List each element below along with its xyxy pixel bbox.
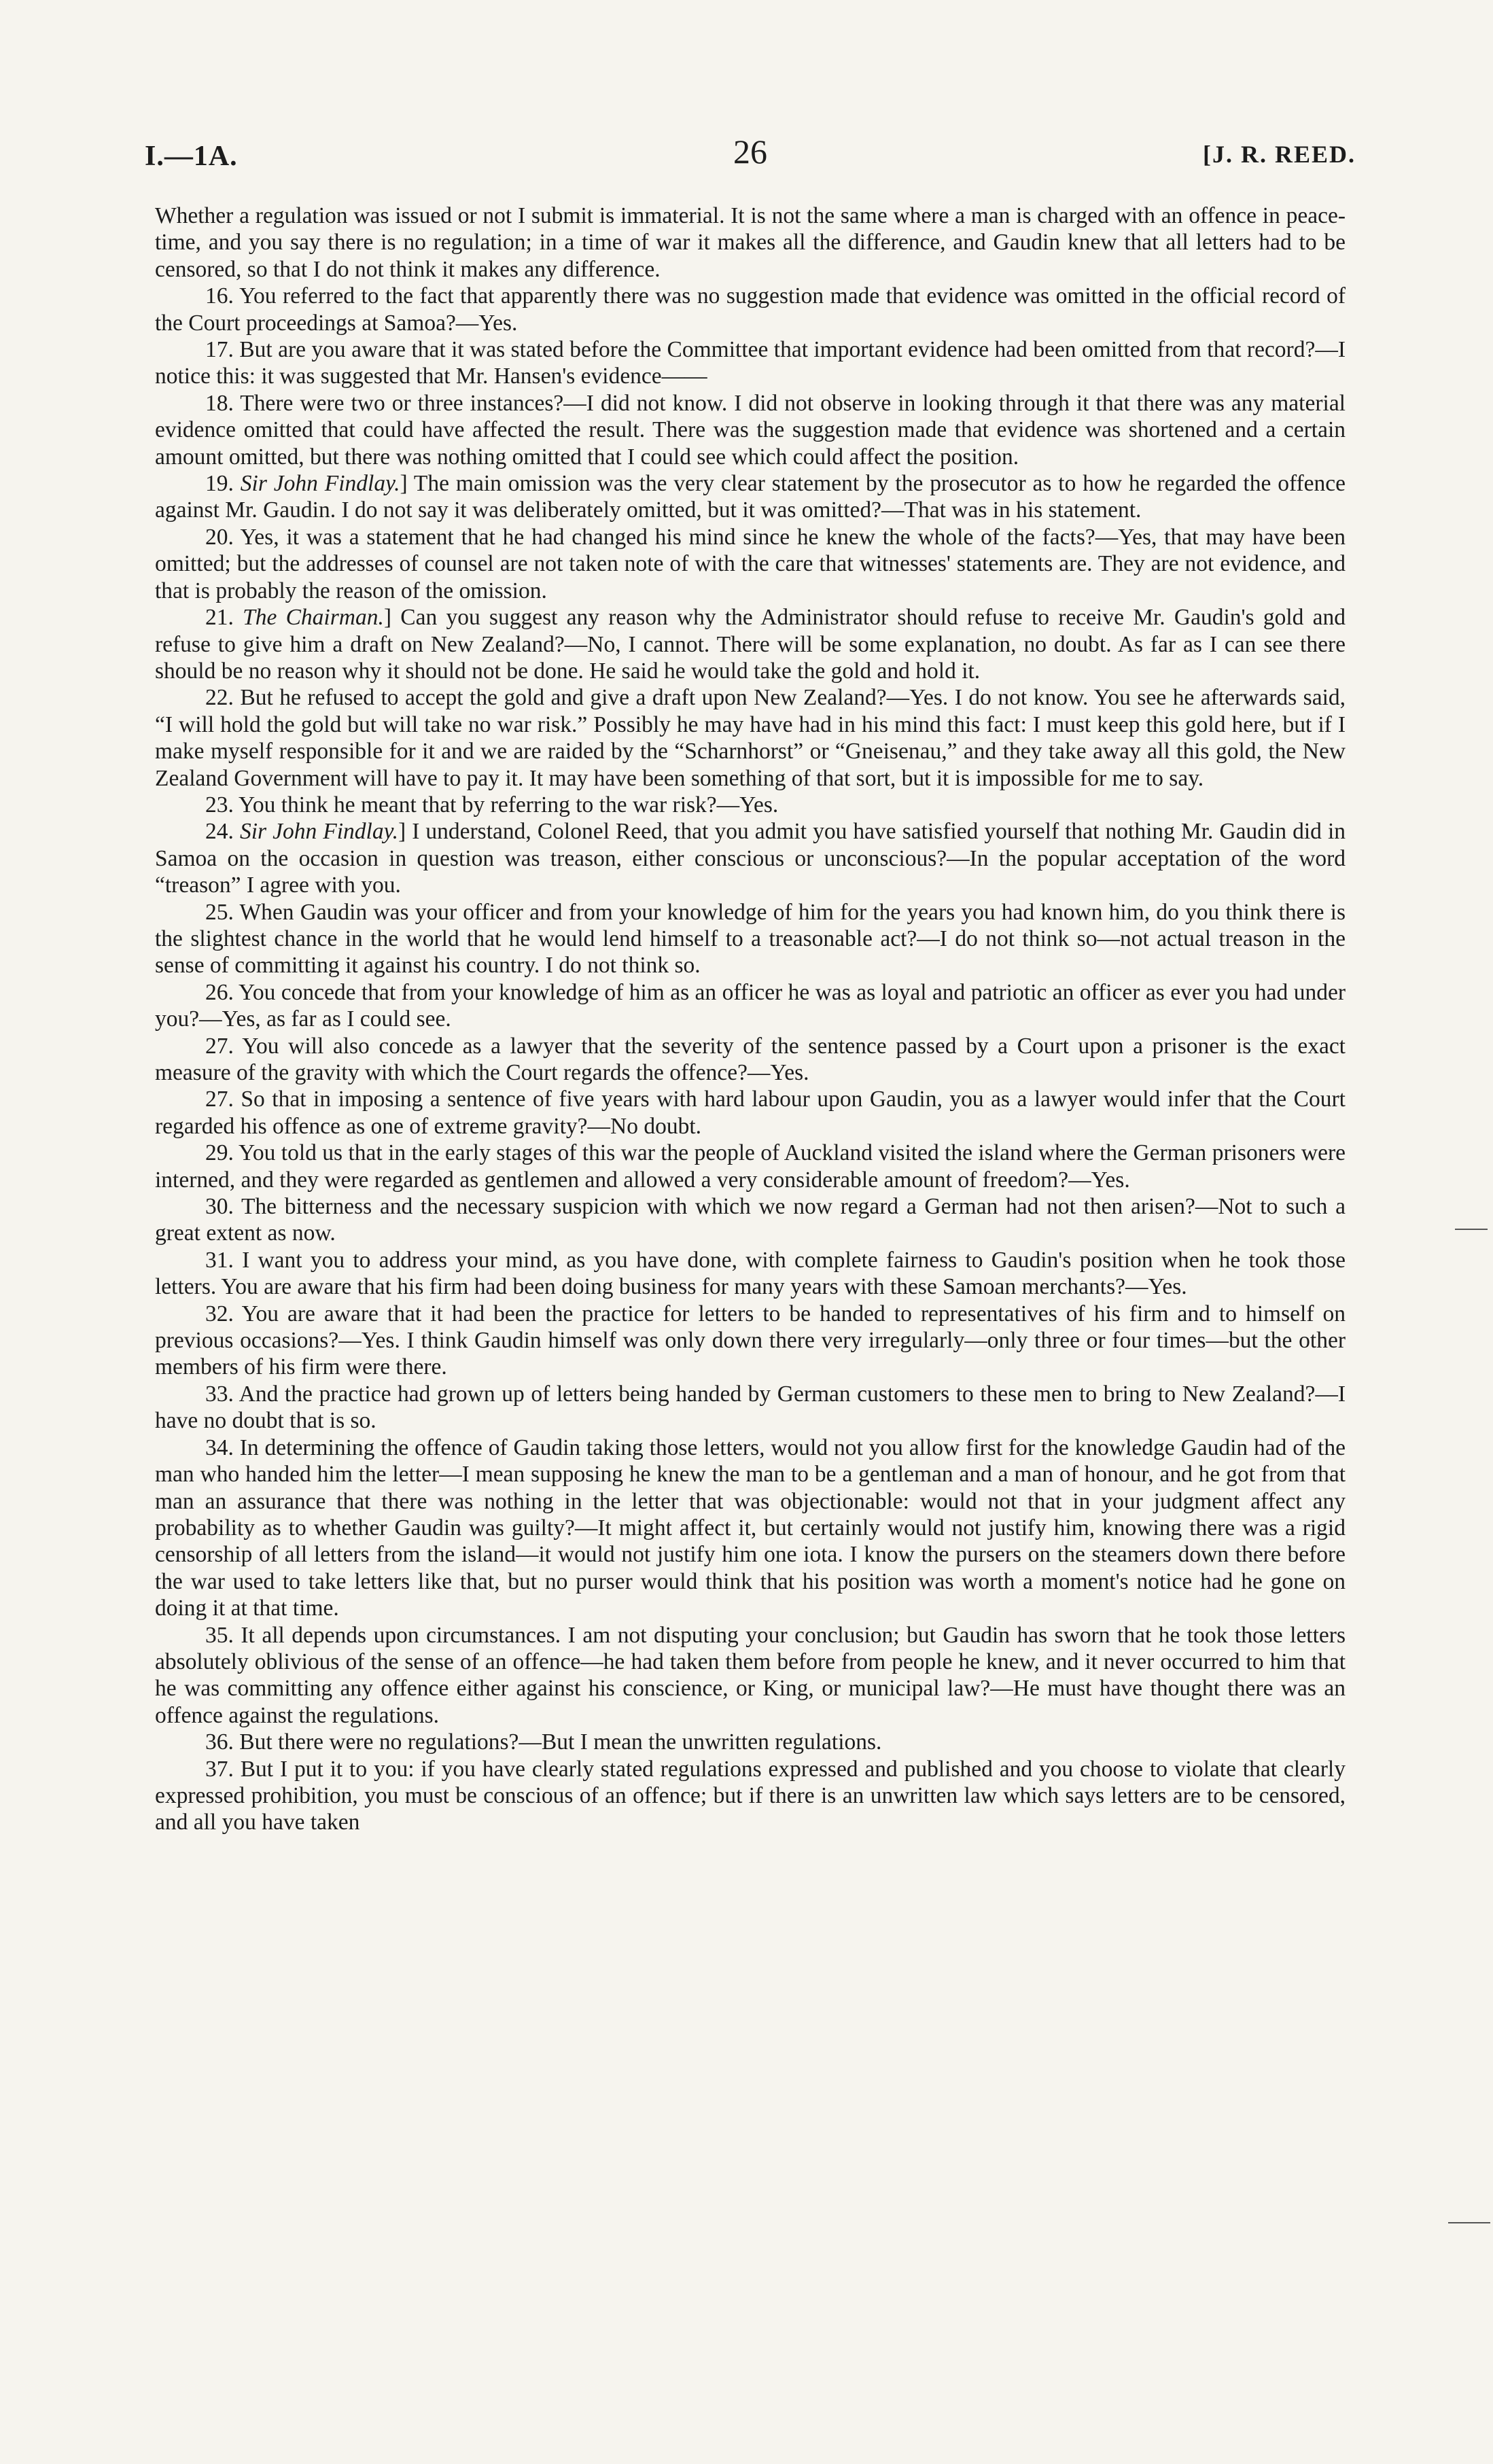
margin-mark: [1448, 2222, 1490, 2223]
paragraph-text: 33. And the practice had grown up of letters being handed by German customers to these men to bring to New Zealand?—I have no doubt that is so.: [155, 1381, 1346, 1434]
paper-reference: I.—1A.: [145, 141, 238, 172]
page-number: 26: [733, 133, 767, 171]
transcript-paragraph: [155, 1033, 1346, 1087]
transcript-body: [155, 203, 1346, 1836]
page-header: [145, 129, 1356, 183]
paragraph-text: 32. You are aware that it had been the practice for letters to be handed to representatives of his firm and to himself on previous occasions?—Yes. I think Gaudin himself was only down there very irregularly—only three or four times—but the other members of his firm were there.: [155, 1301, 1346, 1380]
transcript-paragraph: [155, 1086, 1346, 1140]
transcript-paragraph: [155, 1381, 1346, 1435]
paragraph-text: 18. There were two or three instances?—I did not know. I did not observe in looking through it that there was any material evidence omitted that could have affected the result. There was the suggestion made that evidence was shortened and a certain amount omitted, but there was nothing omitted that I could see which could affect the position.: [155, 390, 1346, 470]
speaker-name: Sir John Findlay.: [239, 819, 398, 845]
transcript-paragraph: 19. Sir John Findlay.] The main omission was the very clear statement by the prosecutor as to how he regarded the offence against Mr. Gaudin. I do not say it was deliberately omitted, but it was omitted?—That was in his statement.: [155, 471, 1346, 523]
transcript-paragraph: [155, 524, 1346, 604]
transcript-paragraph: [155, 1193, 1346, 1247]
transcript-paragraph: [155, 899, 1346, 979]
speaker-name: The Chairman.: [243, 605, 384, 631]
transcript-paragraph: [155, 1301, 1346, 1381]
paragraph-text: 23. You think he meant that by referring to the war risk?—Yes.: [205, 792, 779, 817]
transcript-paragraph: [155, 390, 1346, 470]
transcript-paragraph: [155, 792, 1346, 818]
transcript-paragraph: [155, 1435, 1346, 1622]
paragraph-text: 36. But there were no regulations?—But I mean the unwritten regulations.: [205, 1729, 882, 1755]
paragraph-text: Whether a regulation was issued or not I submit is immaterial. It is not the same where a man is charged with an offence in peace-time, and you say there is no regulation; in a time of war it makes all the difference, and Gaudin knew that all letters had to be censored, so that I do not think it makes any difference.: [155, 203, 1346, 282]
paragraph-text: 29. You told us that in the early stages of this war the people of Auckland visited the island where the German prisoners were interned, and they were regarded as gentlemen and allowed a very considerable amount of freedom?—Yes.: [155, 1140, 1346, 1193]
paragraph-text: 25. When Gaudin was your officer and from your knowledge of him for the years you had known him, do you think there is the slightest chance in the world that he would lend himself to a treasonable act?—I do not think so—not actual treason in the sense of committing it against his country. I do not think so.: [155, 899, 1346, 979]
paragraph-text: 27. So that in imposing a sentence of five years with hard labour upon Gaudin, you as a lawyer would infer that the Court regarded his offence as one of extreme gravity?—No doubt.: [155, 1087, 1346, 1139]
speaker-name: Sir John Findlay.: [240, 471, 400, 497]
transcript-paragraph: [155, 203, 1346, 283]
transcript-paragraph: [155, 1756, 1346, 1836]
transcript-paragraph: [155, 1622, 1346, 1729]
margin-mark: [1455, 1229, 1488, 1230]
witness-name: [J. R. REED.: [1202, 141, 1356, 168]
paragraph-text: 30. The bitterness and the necessary suspicion with which we now regard a German had not then arisen?—Not to such a great extent as now.: [155, 1194, 1346, 1246]
transcript-paragraph: [155, 1247, 1346, 1301]
paragraph-text: 17. But are you aware that it was stated before the Committee that important evidence had been omitted from that record?—I notice this: it was suggested that Mr. Hansen's evidence——: [155, 337, 1346, 389]
transcript-paragraph: [155, 1140, 1346, 1193]
transcript-paragraph: [155, 336, 1346, 390]
transcript-paragraph: 21. The Chairman.] Can you suggest any reason why the Administrator should refuse to receive Mr. Gaudin's gold and refuse to give him a draft on New Zealand?—No, I cannot. There will be some explanation, no doubt. As far as I can see there should be no reason why it should not be done. He said he would take the gold and hold it.: [155, 605, 1346, 684]
paragraph-text: I understand, Colonel Reed, that you admit you have satisfied yourself that nothing Mr. Gaudin did in Samoa on the occasion in question was treason, either conscious or unconscious?—In the popular acceptation of the word “treason” I agree with you.: [155, 819, 1346, 898]
transcript-paragraph: [155, 283, 1346, 336]
transcript-paragraph: 24. Sir John Findlay.] I understand, Colonel Reed, that you admit you have satisfied yourself that nothing Mr. Gaudin did in Samoa on the occasion in question was treason, either conscious or unconscious?—In the popular acceptation of the word “treason” I agree with you.: [155, 819, 1346, 898]
transcript-paragraph: [155, 1729, 1346, 1755]
paragraph-text: Can you suggest any reason why the Administrator should refuse to receive Mr. Gaudin's gold and refuse to give him a draft on New Zealand?—No, I cannot. There will be some explanation, no doubt. As far as I can see there should be no reason why it should not be done. He said he would take the gold and hold it.: [155, 605, 1346, 684]
paragraph-text: The main omission was the very clear statement by the prosecutor as to how he regarded the offence against Mr. Gaudin. I do not say it was deliberately omitted, but it was omitted?—That was in his statement.: [155, 471, 1346, 523]
transcript-paragraph: [155, 979, 1346, 1033]
paragraph-text: 20. Yes, it was a statement that he had changed his mind since he knew the whole of the facts?—Yes, that may have been omitted; but the addresses of counsel are not taken note of with the care that witnesses' statements are. They are not evidence, and that is probably the reason of the omission.: [155, 524, 1346, 603]
paragraph-text: 16. You referred to the fact that apparently there was no suggestion made that evidence was omitted in the official record of the Court proceedings at Samoa?—Yes.: [155, 283, 1346, 336]
paragraph-text: 35. It all depends upon circumstances. I am not disputing your conclusion; but Gaudin has sworn that he took those letters absolutely oblivious of the sense of an offence—he had taken them before from people he knew, and it never occurred to him that he was committing any offence either against his conscience, or King, or municipal law?—He must have thought there was an offence against the regulations.: [155, 1622, 1346, 1728]
transcript-paragraph: [155, 684, 1346, 792]
paragraph-text: 34. In determining the offence of Gaudin taking those letters, would not you allow first for the knowledge Gaudin had of the man who handed him the letter—I mean supposing he knew the man to be a gentleman and a man of honour, and he got from that man an assurance that there was nothing in the letter that was objectionable: would not that in your judgment affect any probability as to whether Gaudin was guilty?—It might affect it, but certainly would not justify him, knowing there was a rigid censorship of all letters from the island—it would not justify him one iota. I know the pursers on the steamers down there before the war used to take letters like that, but no purser would think that his position was worth a moment's notice had he gone on doing it at that time.: [155, 1435, 1346, 1621]
paragraph-text: 27. You will also concede as a lawyer that the severity of the sentence passed by a Court upon a prisoner is the exact measure of the gravity with which the Court regards the offence?—Yes.: [155, 1033, 1346, 1085]
paragraph-text: 37. But I put it to you: if you have clearly stated regulations expressed and published and you choose to violate that clearly expressed prohibition, you must be conscious of an offence; but if there is an unwritten law which says letters are to be censored, and all you have taken: [155, 1756, 1346, 1835]
paragraph-text: 22. But he refused to accept the gold and give a draft upon New Zealand?—Yes. I do not know. You see he afterwards said, “I will hold the gold but will take no war risk.” Possibly he may have had in his mind this fact: I must keep this gold here, but if I make myself responsible for it and we are raided by the “Scharnhorst” or “Gneisenau,” and they take away all this gold, the New Zealand Government will have to pay it. It may have been something of that sort, but it is impossible for me to say.: [155, 685, 1346, 791]
paragraph-text: 26. You concede that from your knowledge of him as an officer he was as loyal and patriotic an officer as ever you had under you?—Yes, as far as I could see.: [155, 979, 1346, 1032]
paragraph-text: 31. I want you to address your mind, as you have done, with complete fairness to Gaudin's position when he took those letters. You are aware that his firm had been doing business for many years with these Samoan merchants?—Yes.: [155, 1247, 1346, 1300]
